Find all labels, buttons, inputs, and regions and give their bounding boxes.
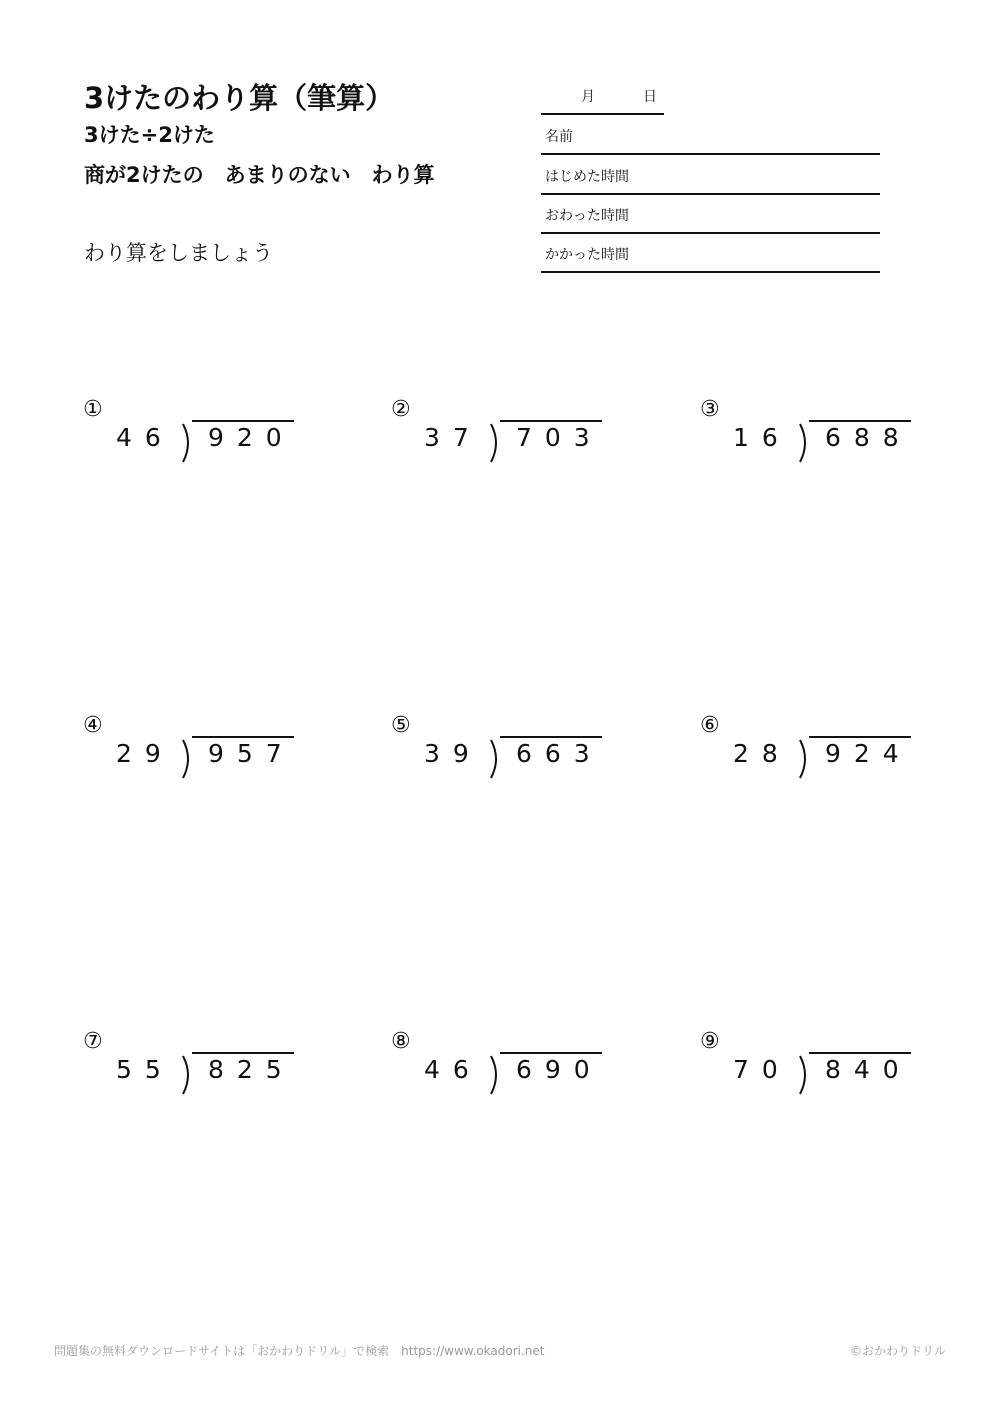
problem-number: ⑤: [391, 713, 411, 738]
division-bar: [500, 420, 602, 422]
problem-1: [83, 397, 323, 487]
division-bracket-icon: [181, 739, 193, 779]
divisor: 28: [733, 739, 791, 768]
division-bar: [500, 1052, 602, 1054]
day-label: 日: [643, 89, 657, 105]
divisor: 16: [733, 423, 791, 452]
end-time-field[interactable]: [541, 194, 880, 234]
divisor: 37: [424, 423, 482, 452]
start-time-label: はじめた時間: [545, 169, 629, 185]
dividend: 690: [516, 1055, 603, 1084]
name-field[interactable]: [541, 115, 880, 155]
worksheet-instruction: わり算をしましょう: [84, 241, 273, 265]
problem-3: [700, 397, 940, 487]
divisor: 46: [116, 423, 174, 452]
problem-number: ④: [83, 713, 103, 738]
worksheet-subtitle-digits: 3けた÷2けた: [84, 123, 215, 147]
problem-5: [391, 713, 631, 803]
problem-9: [700, 1029, 940, 1119]
problem-number: ⑨: [700, 1029, 720, 1054]
problem-number: ⑥: [700, 713, 720, 738]
division-bracket-icon: [798, 739, 810, 779]
start-time-field[interactable]: [541, 155, 880, 195]
division-bracket-icon: [489, 1055, 501, 1095]
dividend: 688: [825, 423, 912, 452]
problem-number: ③: [700, 397, 720, 422]
problem-number: ⑦: [83, 1029, 103, 1054]
division-bar: [192, 736, 294, 738]
division-bar: [500, 736, 602, 738]
dividend: 825: [208, 1055, 295, 1084]
division-bracket-icon: [489, 739, 501, 779]
name-label: 名前: [545, 129, 573, 145]
dividend: 703: [516, 423, 603, 452]
dividend: 957: [208, 739, 295, 768]
footer-download-note: 問題集の無料ダウンロードサイトは「おかわりドリル」で検索 https://www.okadori.net: [54, 1344, 545, 1358]
divisor: 55: [116, 1055, 174, 1084]
elapsed-time-label: かかった時間: [545, 247, 629, 263]
elapsed-time-field[interactable]: [541, 233, 880, 273]
dividend: 663: [516, 739, 603, 768]
problem-number: ⑧: [391, 1029, 411, 1054]
division-bar: [809, 420, 911, 422]
end-time-label: おわった時間: [545, 208, 629, 224]
footer-copyright: ©おかわりドリル: [850, 1344, 947, 1358]
worksheet-title: 3けたのわり算（筆算）: [84, 81, 395, 115]
problem-7: [83, 1029, 323, 1119]
divisor: 29: [116, 739, 174, 768]
problem-6: [700, 713, 940, 803]
division-bracket-icon: [489, 423, 501, 463]
problem-2: [391, 397, 631, 487]
month-label: 月: [581, 89, 595, 105]
division-bar: [809, 1052, 911, 1054]
division-bracket-icon: [798, 423, 810, 463]
divisor: 39: [424, 739, 482, 768]
dividend: 840: [825, 1055, 912, 1084]
date-field[interactable]: [541, 82, 664, 115]
problem-4: [83, 713, 323, 803]
division-bracket-icon: [181, 1055, 193, 1095]
division-bracket-icon: [798, 1055, 810, 1095]
division-bracket-icon: [181, 423, 193, 463]
worksheet-subtitle-type: 商が2けたの あまりのない わり算: [84, 163, 435, 187]
problem-8: [391, 1029, 631, 1119]
division-bar: [192, 1052, 294, 1054]
division-bar: [809, 736, 911, 738]
dividend: 924: [825, 739, 912, 768]
problem-number: ①: [83, 397, 103, 422]
problem-number: ②: [391, 397, 411, 422]
dividend: 920: [208, 423, 295, 452]
divisor: 70: [733, 1055, 791, 1084]
divisor: 46: [424, 1055, 482, 1084]
division-bar: [192, 420, 294, 422]
